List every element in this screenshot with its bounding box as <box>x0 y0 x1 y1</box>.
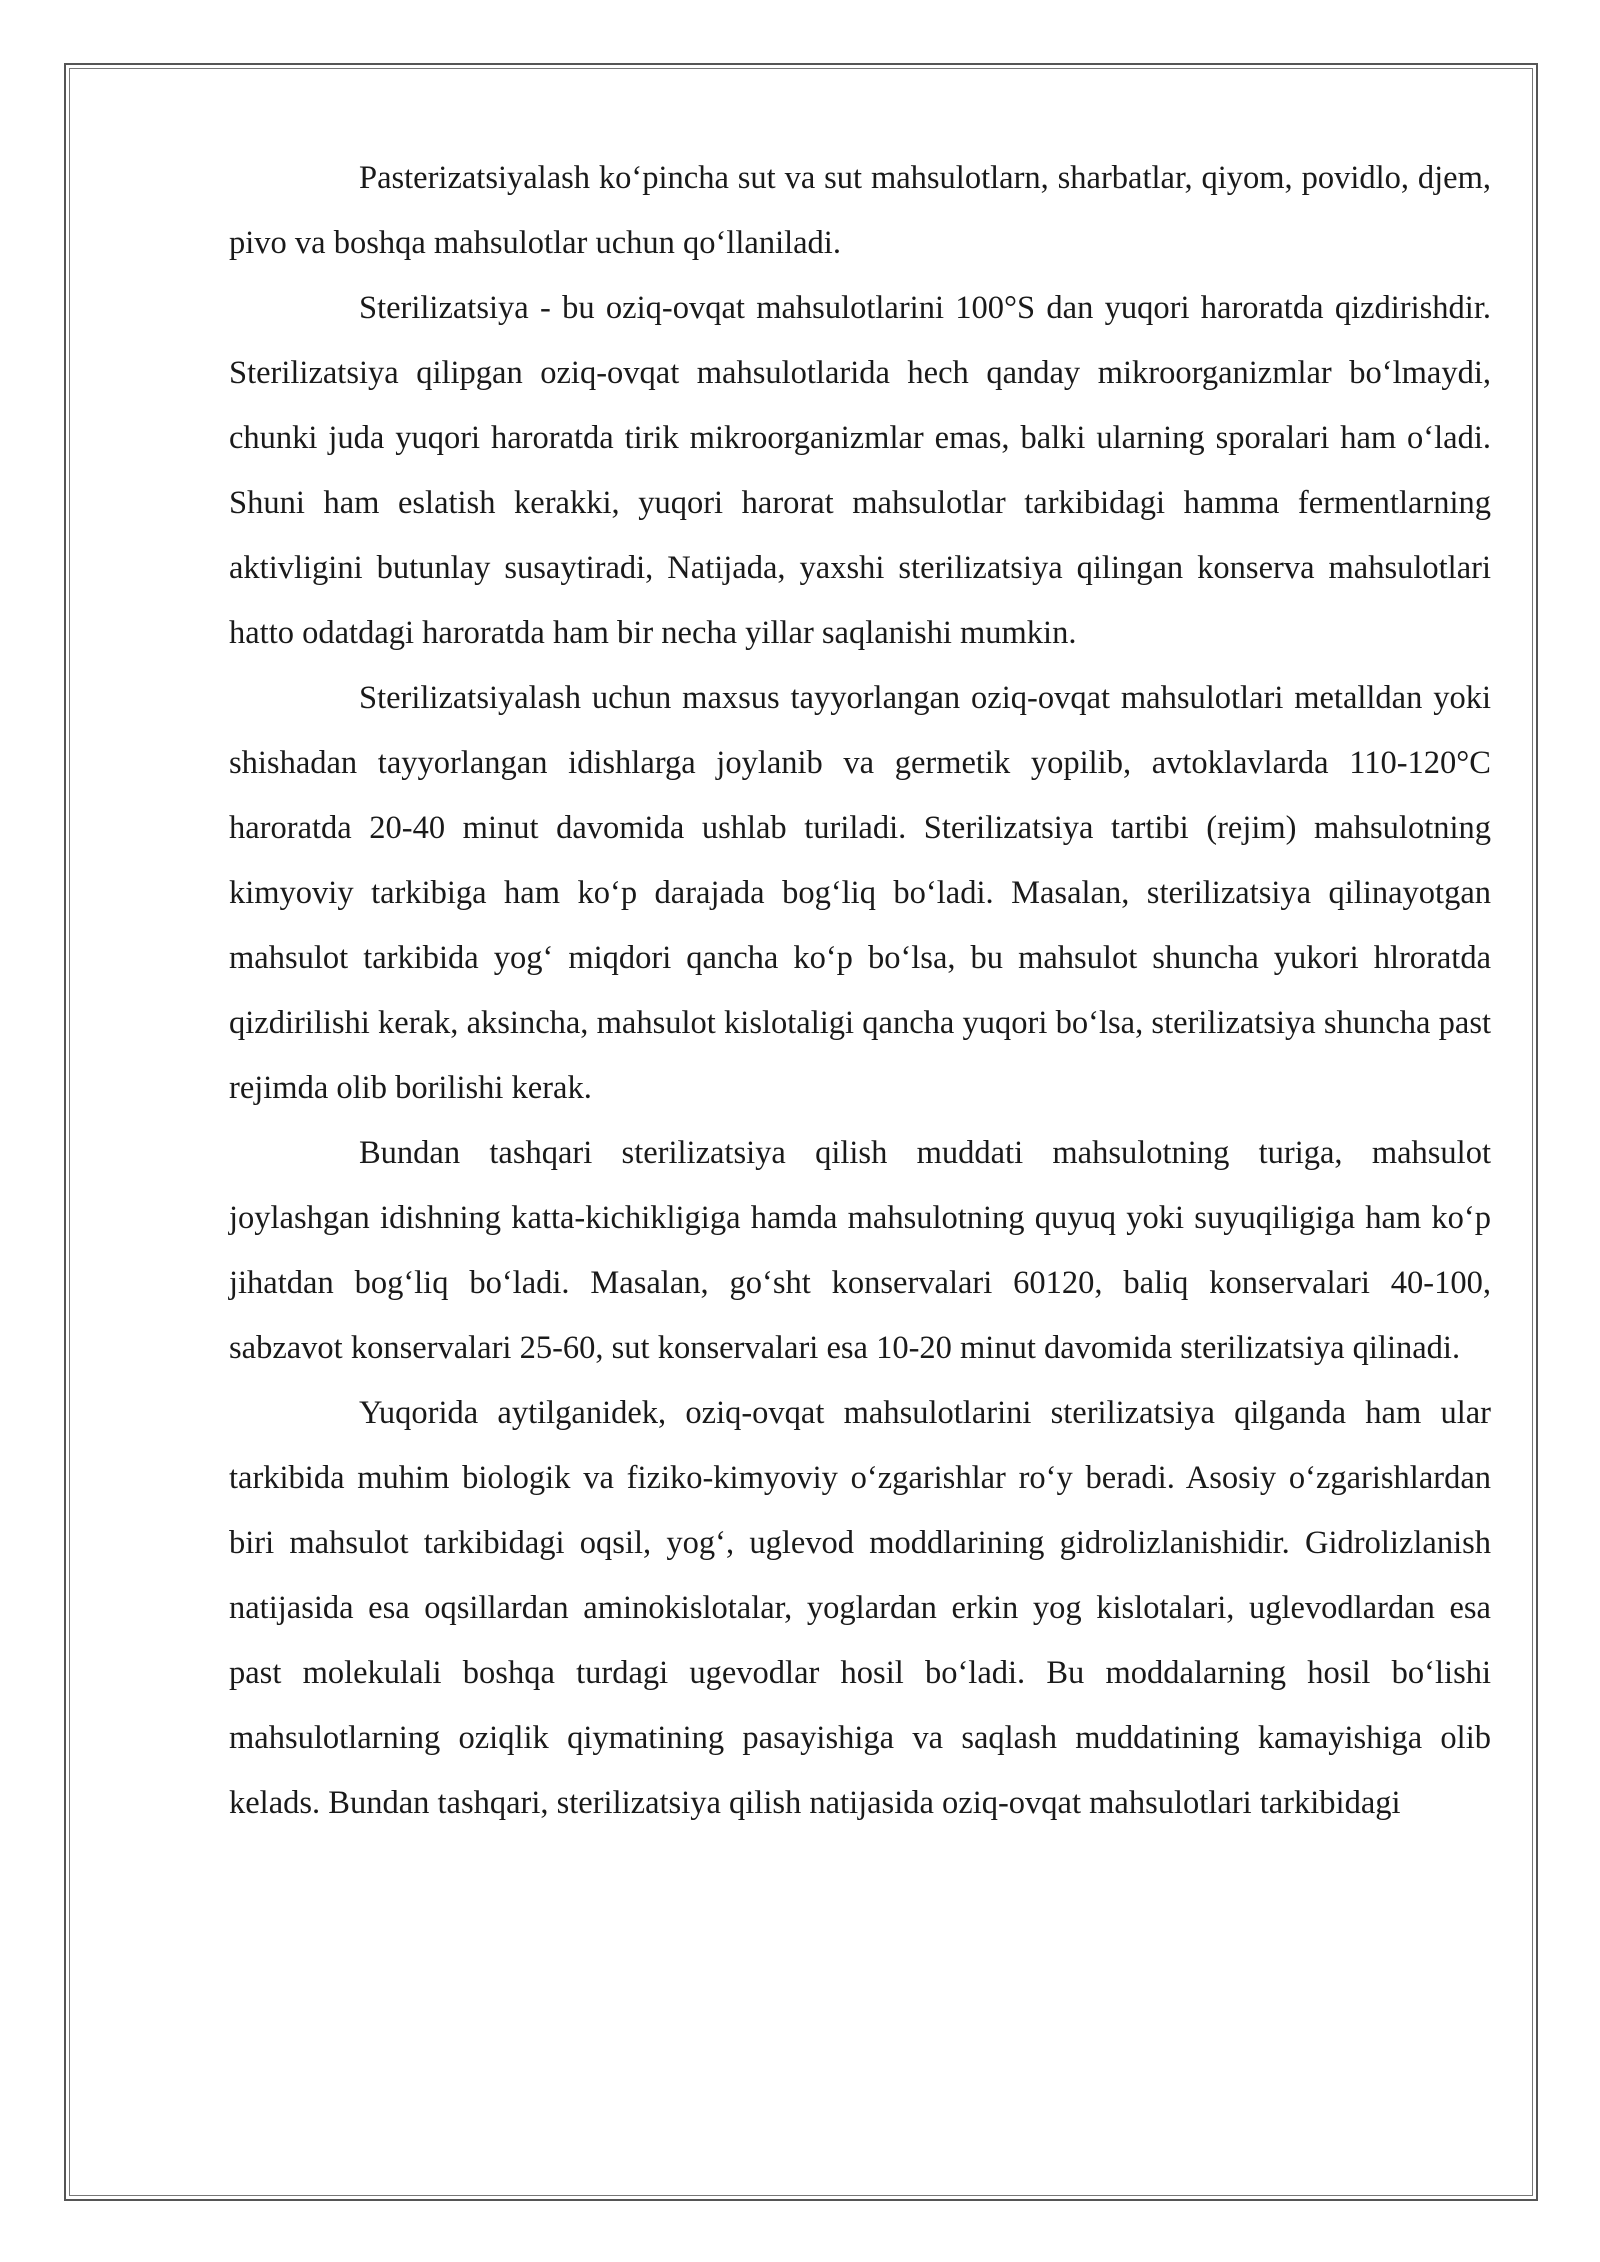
paragraph-sterilization-definition: Sterilizatsiya - bu oziq-ovqat mahsulotlarini 100°S dan yuqori haroratda qizdirishdir. Sterilizatsiya qilipgan oziq-ovqat mahsulotlarida hech qanday mikroorganizmlar bo‘lmaydi, chunki juda yuqori haroratda tirik mikroorganizmlar emas, balki ularning sporalari ham o‘ladi. Shuni ham eslatish kerakki, yuqori harorat mahsulotlar tarkibidagi hamma fermentlarning aktivligini butunlay susaytiradi, Natijada, yaxshi sterilizatsiya qilingan konserva mahsulotlari hatto odatdagi haroratda ham bir necha yillar saqlanishi mumkin. <box>229 290 1491 651</box>
paragraph-pasteurization: Pasterizatsiyalash ko‘pincha sut va sut mahsulotlarn, sharbatlar, qiyom, povidlo, djem, pivo va boshqa mahsulotlar uchun qo‘llaniladi. <box>229 160 1491 261</box>
paragraph-sterilization-duration: Bundan tashqari sterilizatsiya qilish muddati mahsulotning turiga, mahsulot joylashgan idishning katta-kichikligiga hamda mahsulotning quyuq yoki suyuqiligiga ham ko‘p jihatdan bog‘liq bo‘ladi. Masalan, go‘sht konservalari 60120, baliq konservalari 40-100, sabzavot konservalari 25-60, sut konservalari esa 10-20 minut davomida sterilizatsiya qilinadi. <box>229 1135 1491 1366</box>
paragraph-sterilization-process: Sterilizatsiyalash uchun maxsus tayyorlangan oziq-ovqat mahsulotlari metalldan yoki shishadan tayyorlangan idishlarga joylanib va germetik yopilib, avtoklavlarda 110-120°C haroratda 20-40 minut davomida ushlab turiladi. Sterilizatsiya tartibi (rejim) mahsulotning kimyoviy tarkibiga ham ko‘p darajada bog‘liq bo‘ladi. Masalan, sterilizatsiya qilinayotgan mahsulot tarkibida yog‘ miqdori qancha ko‘p bo‘lsa, bu mahsulot shuncha yukori hlroratda qizdirilishi kerak, aksincha, mahsulot kislotaligi qancha yuqori bo‘lsa, sterilizatsiya shuncha past rejimda olib borilishi kerak. <box>229 680 1491 1106</box>
paragraph-sterilization-changes: Yuqorida aytilganidek, oziq-ovqat mahsulotlarini sterilizatsiya qilganda ham ular tarkibida muhim biologik va fiziko-kimyoviy o‘zgarishlar ro‘y beradi. Asosiy o‘zgarishlardan biri mahsulot tarkibidagi oqsil, yog‘, uglevod moddlarining gidrolizlanishidir. Gidrolizlanish natijasida esa oqsillardan aminokislotalar, yoglardan erkin yog kislotalari, uglevodlardan esa past molekulali boshqa turdagi ugevodlar hosil bo‘ladi. Bu moddalarning hosil bo‘lishi mahsulotlarning oziqlik qiymatining pasayishiga va saqlash muddatining kamayishiga olib kelads. Bundan tashqari, sterilizatsiya qilish natijasida oziq-ovqat mahsulotlari tarkibidagi <box>229 1395 1491 1821</box>
document-body <box>229 146 1491 1836</box>
